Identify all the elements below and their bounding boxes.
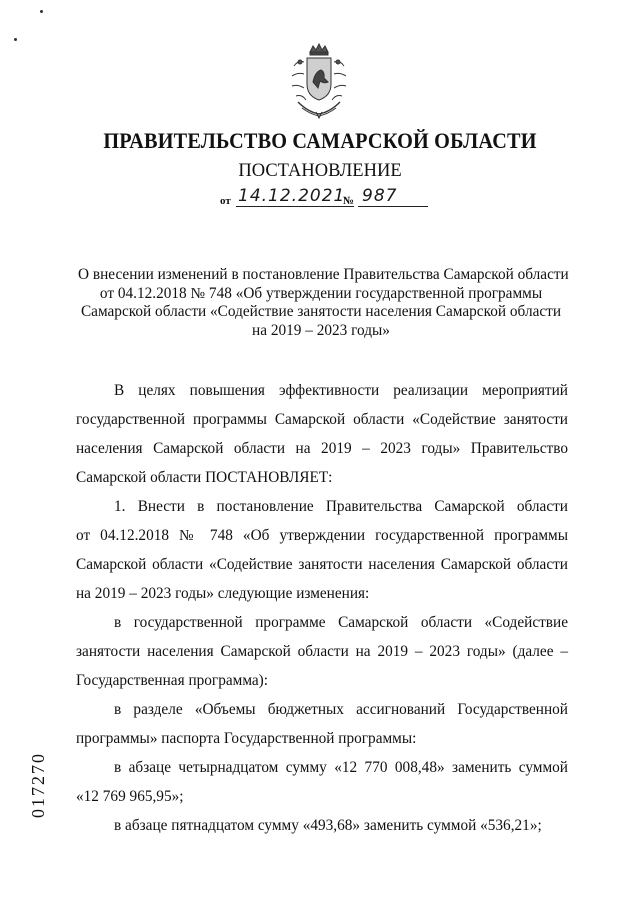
date-underline <box>236 206 354 207</box>
body-line: государственной программы Самарской области «Содействие занятости <box>76 411 568 428</box>
body-line: в государственной программе Самарской области «Содействие <box>114 614 568 631</box>
body-line: на 2019 – 2023 годы» следующие изменения: <box>76 585 370 602</box>
body-line: в абзаце пятнадцатом сумму «493,68» заменить суммой «536,21»; <box>114 817 542 834</box>
body-line: от 04.12.2018 № 748 «Об утверждении государственной программы <box>76 527 568 544</box>
document-subject <box>78 266 569 341</box>
body-line: программы» паспорта Государственной программы: <box>76 730 417 747</box>
samara-coat-of-arms-icon <box>286 42 352 122</box>
body-line: В целях повышения эффективности реализации мероприятий <box>114 382 568 399</box>
document-number: 987 <box>362 186 398 206</box>
body-line: Самарской области ПОСТАНОВЛЯЕТ: <box>76 469 333 486</box>
document-type: ПОСТАНОВЛЕНИЕ <box>238 161 402 181</box>
number-underline <box>358 206 428 207</box>
subject-line: от 04.12.2018 № 748 «Об утверждении государственной программы <box>99 284 543 302</box>
body-line: «12 769 965,95»; <box>76 788 184 805</box>
body-line: Самарской области «Содействие занятости населения Самарской области <box>76 556 568 573</box>
organization-title: ПРАВИТЕЛЬСТВО САМАРСКОЙ ОБЛАСТИ <box>103 128 537 153</box>
scan-mark <box>40 10 43 13</box>
subject-line: на 2019 – 2023 годы» <box>252 322 390 340</box>
scan-mark <box>14 38 17 41</box>
body-line: в абзаце четырнадцатом сумму «12 770 008,48» заменить суммой <box>114 759 568 776</box>
body-line: в разделе «Объемы бюджетных ассигнований Государственной <box>114 701 568 718</box>
subject-line: О внесении изменений в постановление Правительства Самарской области <box>78 266 569 283</box>
body-line: населения Самарской области на 2019 – 2023 годы» Правительство <box>76 440 568 457</box>
body-line: Государственная программа): <box>76 672 269 689</box>
body-line: 1. Внести в постановление Правительства Самарской области <box>114 498 568 515</box>
number-prefix: № <box>343 195 355 207</box>
date-prefix: от <box>220 195 231 207</box>
subject-line: Самарской области «Содействие занятости населения Самарской области <box>80 303 562 321</box>
body-line: занятости населения Самарской области на 2019 – 2023 годы» (далее – <box>76 643 568 660</box>
date-number-line <box>216 186 446 212</box>
side-serial-number: 017270 <box>28 752 48 818</box>
document-date: 14.12.2021 <box>238 186 346 206</box>
